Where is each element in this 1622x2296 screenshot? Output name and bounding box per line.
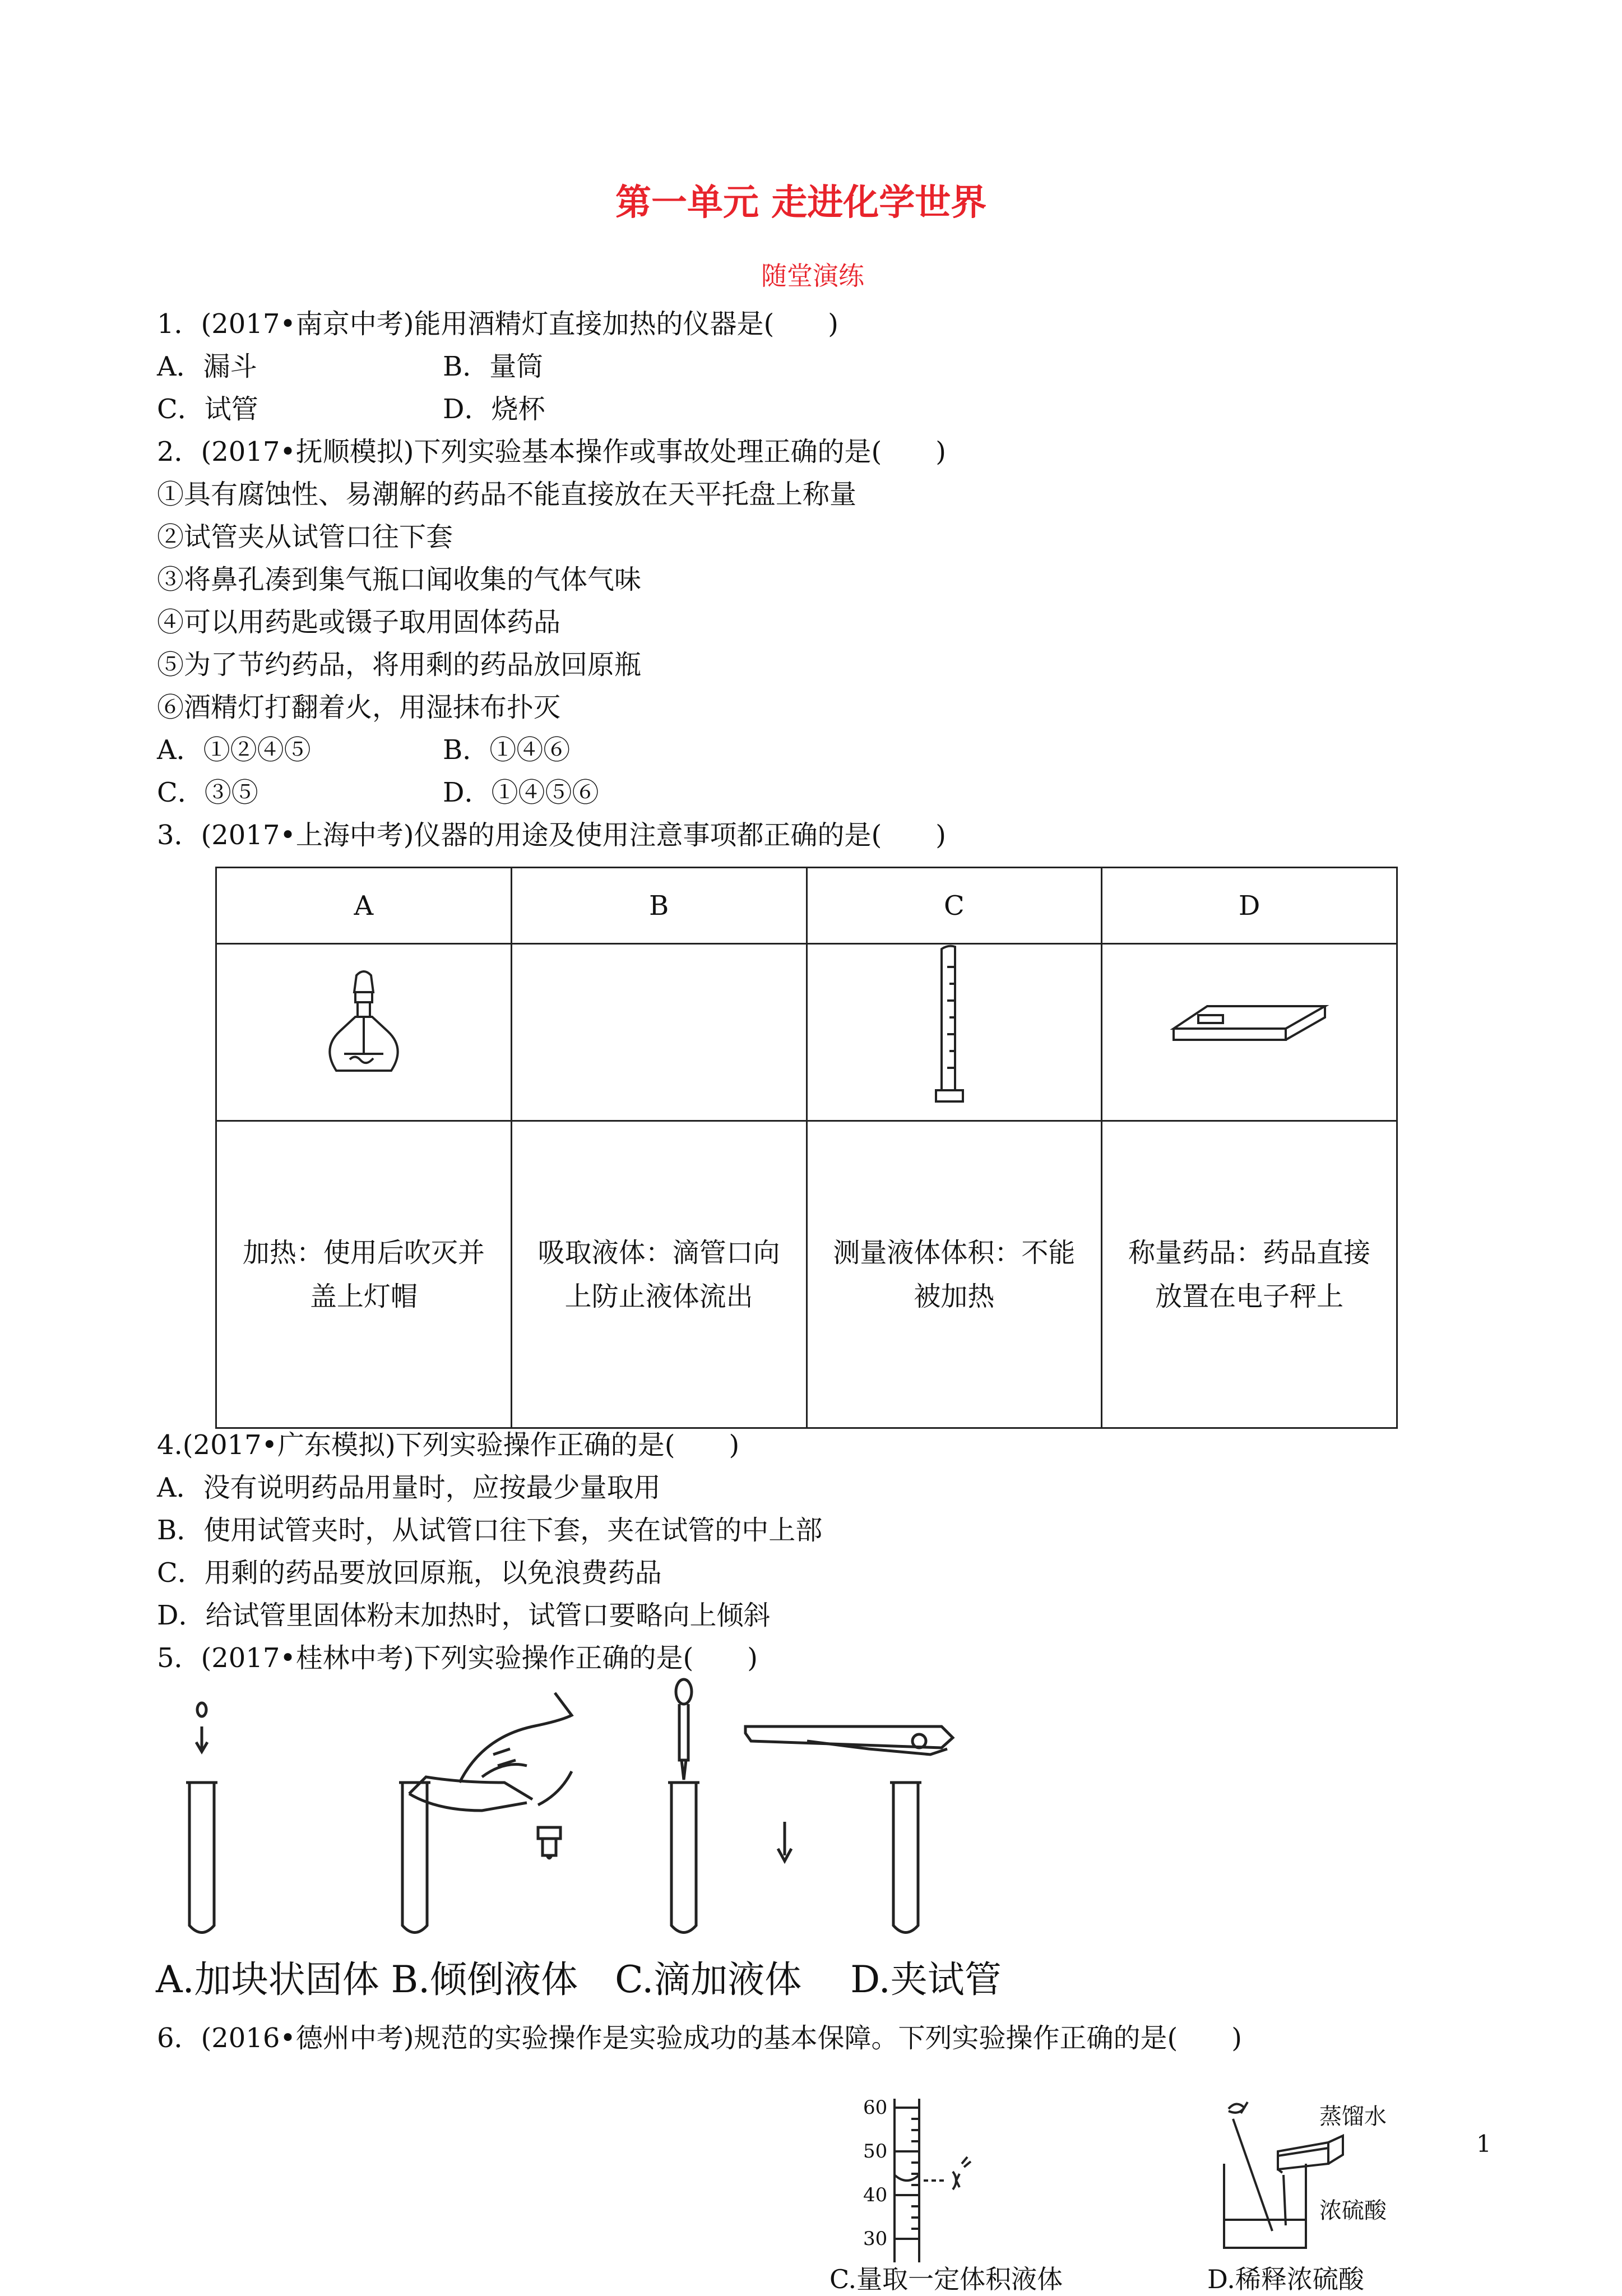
section-subtitle: 随堂演练 xyxy=(761,261,864,291)
q2-option-b: B．①④⑥ xyxy=(443,734,571,766)
test-tube-clamp-icon xyxy=(745,1726,953,1933)
scale-label-50: 50 xyxy=(863,2140,888,2163)
q6-stem: 6．(2016•德州中考)规范的实验操作是实验成功的基本保障。下列实验操作正确的是( ) xyxy=(157,2022,1242,2054)
q6-caption-c: C.量取一定体积液体 xyxy=(829,2264,1063,2294)
q2-option-d: D．①④⑤⑥ xyxy=(443,777,599,808)
scale-label-40: 40 xyxy=(863,2184,888,2206)
q3-image-d xyxy=(1102,944,1397,1121)
page-number: 1 xyxy=(1476,2130,1491,2158)
label-distilled-water: 蒸馏水 xyxy=(1319,2104,1387,2130)
q3-header-a: A xyxy=(216,868,512,944)
q2-item: ①具有腐蚀性、易潮解的药品不能直接放在天平托盘上称量 xyxy=(157,479,857,510)
q3-text-c-line1: 测量液体体积：不能 xyxy=(833,1237,1076,1269)
scale-label-60: 60 xyxy=(863,2096,888,2119)
q2-stem: 2．(2017•抚顺模拟)下列实验基本操作或事故处理正确的是( ) xyxy=(157,436,946,467)
q6-figure-c xyxy=(863,2096,998,2265)
q3-image-a xyxy=(216,944,512,1121)
q3-text-d-line2: 放置在电子秤上 xyxy=(1155,1280,1344,1312)
q2-option-a: A．①②④⑤ xyxy=(157,734,311,766)
q2-item: ⑤为了节约药品，将用剩的药品放回原瓶 xyxy=(157,649,642,681)
alcohol-lamp-icon xyxy=(322,970,406,1082)
q3-text-a-line1: 加热：使用后吹灭并 xyxy=(242,1237,485,1269)
q3-text-d-line1: 称量药品：药品直接 xyxy=(1128,1237,1371,1269)
measuring-cylinder-eye-icon xyxy=(863,2096,998,2265)
q3-image-b xyxy=(511,944,807,1121)
q4-option-a: A．没有说明药品用量时，应按最少量取用 xyxy=(157,1472,661,1503)
q1-option-d: D．烧杯 xyxy=(443,394,545,425)
q3-text-c xyxy=(807,1121,1102,1428)
q3-text-a xyxy=(216,1121,512,1428)
dropper-icon xyxy=(668,1679,699,1933)
q2-item: ②试管夹从试管口往下套 xyxy=(157,521,453,553)
measuring-cylinder-icon xyxy=(932,945,976,1107)
q4-option-d: D．给试管里固体粉末加热时，试管口要略向上倾斜 xyxy=(157,1600,771,1631)
q2-option-c: C．③⑤ xyxy=(157,777,258,808)
q3-image-c xyxy=(807,944,1102,1121)
q5-figure xyxy=(146,1670,1042,1951)
q1-stem: 1．(2017•南京中考)能用酒精灯直接加热的仪器是( ) xyxy=(157,308,838,340)
q3-text-d xyxy=(1102,1121,1397,1428)
q3-text-b-line1: 吸取液体：滴管口向 xyxy=(537,1237,780,1269)
label-concentrated-acid: 浓硫酸 xyxy=(1319,2198,1387,2224)
q1-option-b: B．量筒 xyxy=(443,351,544,382)
q1-option-c: C．试管 xyxy=(157,394,258,425)
q3-text-b xyxy=(511,1121,807,1428)
electronic-scale-icon xyxy=(1168,1001,1331,1051)
q3-text-c-line2: 被加热 xyxy=(914,1280,995,1312)
pouring-liquid-icon xyxy=(399,1693,572,1933)
q4-option-c: C．用剩的药品要放回原瓶，以免浪费药品 xyxy=(157,1557,662,1589)
q3-header-c: C xyxy=(807,868,1102,944)
q5-caption: A.加块状固体 B.倾倒液体 C.滴加液体 D.夹试管 xyxy=(156,1958,1002,2001)
q1-option-a: A．漏斗 xyxy=(157,351,257,382)
q2-item: ④可以用药匙或镊子取用固体药品 xyxy=(157,607,561,638)
q3-text-b-line2: 上防止液体流出 xyxy=(564,1280,753,1312)
q3-table xyxy=(215,867,1398,1429)
scale-label-30: 30 xyxy=(863,2228,888,2250)
q3-header-b: B xyxy=(511,868,807,944)
q3-stem: 3．(2017•上海中考)仪器的用途及使用注意事项都正确的是( ) xyxy=(157,820,946,851)
q3-header-d: D xyxy=(1102,868,1397,944)
q4-stem: 4.(2017•广东模拟)下列实验操作正确的是( ) xyxy=(157,1429,740,1461)
q2-item: ③将鼻孔凑到集气瓶口闻收集的气体气味 xyxy=(157,564,642,595)
q3-text-a-line2: 盖上灯帽 xyxy=(309,1280,418,1312)
page-title: 第一单元 走进化学世界 xyxy=(615,182,987,224)
q2-item: ⑥酒精灯打翻着火，用湿抹布扑灭 xyxy=(157,692,561,723)
q4-option-b: B．使用试管夹时，从试管口往下套，夹在试管的中上部 xyxy=(157,1515,823,1546)
q6-caption-d: D.稀释浓硫酸 xyxy=(1207,2264,1364,2294)
test-tube-solid-icon xyxy=(186,1703,217,1933)
q5-stem: 5．(2017•桂林中考)下列实验操作正确的是( ) xyxy=(157,1642,758,1674)
